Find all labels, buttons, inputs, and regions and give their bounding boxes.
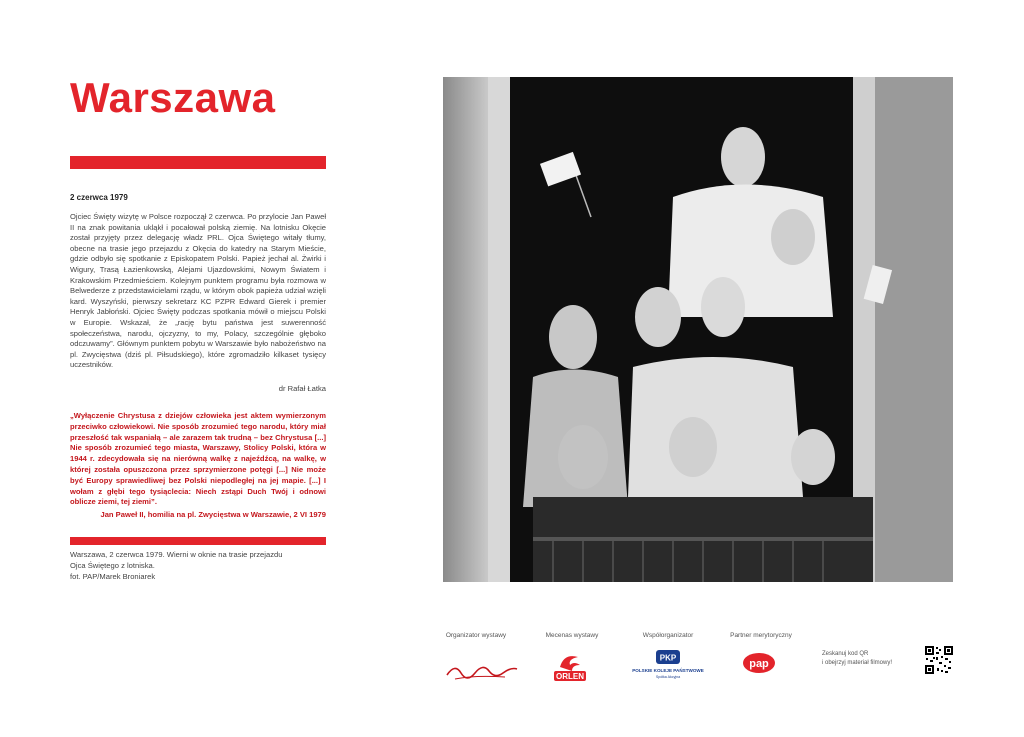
pkp-logo (632, 648, 704, 682)
archival-photo (443, 77, 953, 582)
photo-caption (70, 549, 326, 582)
accent-bar-top (70, 156, 326, 169)
partner-role-patron: Mecenas wystawy (545, 632, 599, 639)
svg-text:Spółka Akcyjna: Spółka Akcyjna (655, 675, 681, 679)
partner-role-coorganizer: Współorganizator (642, 632, 694, 639)
svg-text:ORLEN: ORLEN (556, 672, 584, 681)
qr-line-2: i obejrzyj materiał filmowy! (822, 659, 893, 666)
accent-bar-bottom (70, 537, 326, 545)
event-date: 2 czerwca 1979 (70, 193, 128, 202)
partner-role-content: Partner merytoryczny (730, 632, 792, 639)
svg-text:pap: pap (749, 658, 769, 670)
qr-line-1: Zeskanuj kod QR (822, 651, 869, 657)
author: dr Rafał Łatka (278, 384, 326, 393)
qr-code[interactable] (925, 646, 953, 674)
page-title: Warszawa (70, 74, 276, 121)
svg-text:PKP: PKP (659, 653, 677, 663)
caption-line-1: Warszawa, 2 czerwca 1979. Wierni w oknie na trasie przejazdu (70, 550, 283, 559)
caption-line-3: fot. PAP/Marek Broniarek (70, 572, 156, 581)
svg-text:POLSKIE KOLEJE PAŃSTWOWE: POLSKIE KOLEJE PAŃSTWOWE (632, 668, 704, 673)
caption-line-2: Ojca Świętego z lotniska. (70, 561, 155, 570)
partner-role-organizer: Organizator wystawy (445, 632, 507, 639)
orlen-logo (552, 651, 588, 683)
pap-logo (742, 652, 776, 674)
quote-source: Jan Paweł II, homilia na pl. Zwycięstwa w Warszawie, 2 VI 1979 (100, 510, 326, 519)
quote-text: „Wyłączenie Chrystusa z dziejów człowieka jest aktem wymierzonym przeciwko człowiekowi. Nie sposób zrozumieć tego narodu, który miał przeszłość tak wspaniałą – ale zarazem tak trudną – bez Chrystusa [...] Nie sposób zrozumieć tego miasta, Warszawy, Stolicy Polski, która w 1944 r. zdecydowała się na nierówną walkę z najeźdźcą, na walkę, w której została opuszczona przez sprzymierzone potęgi [...] Nie może być Europy sprawiedliwej bez Polski niepodległej na jej mapie. [...] I wołam z głębi tego tysiąclecia: Niech zstąpi Duch Twój i odnowi oblicze ziemi, tej ziemi”. (70, 411, 326, 507)
body-text: Ojciec Święty wizytę w Polsce rozpoczął 2 czerwca. Po przylocie Jan Paweł II na znak powitania ukląkł i pocałował polską ziemię. Na lotnisku Okęcie został przyjęty przez delegację władz PRL. Ojca Świętego witały tłumy, obecne na trasie jego przejazdu z Okęcia do katedry na Starym Mieście, gdzie odbyło się spotkanie z Episkopatem Polski. Papież jechał al. Żwirki i Wigury, Trasą Łazienkowską, Alejami Ujazdowskimi, Nowym Światem i Krakowskim Przedmieściem. Kolejnym punktem programu była rozmowa w Belwederze z przedstawicielami rządu, w którym obok papieża udział wzięli kard. Wyszyński, pierwszy sekretarz KC PZPR Edward Gierek i premier Henryk Jabłoński. Ojciec Święty podczas spotkania mówił o miejscu Polski w Europie. Wskazał, że „rację bytu państwa jest suwerenność społeczeństwa, narodu, ojczyzny, to my, Polacy, szczególnie głęboko odczuwamy”. Głównym punktem pobytu w Warszawie było nabożeństwo na pl. Zwycięstwa (dziś pl. Piłsudskiego), które zgromadziło kilkaset tysięcy uczestników. (70, 212, 326, 370)
qr-instructions (822, 650, 892, 667)
photo-illustration (443, 77, 953, 582)
niepodlegla-logo (445, 655, 519, 683)
